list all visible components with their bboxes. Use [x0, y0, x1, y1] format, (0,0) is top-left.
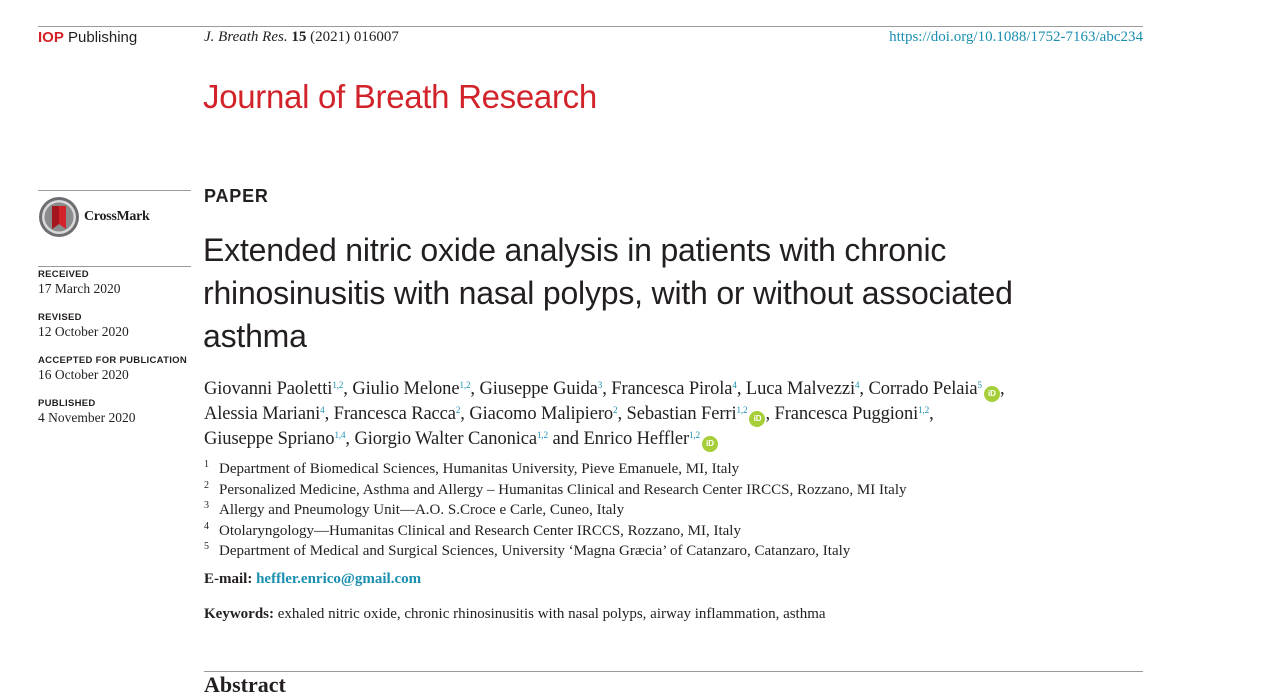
publishing-text: Publishing	[68, 29, 138, 46]
history-heading: PUBLISHED	[38, 398, 96, 409]
affiliation-text: Otolaryngology—Humanitas Clinical and Research Center IRCCS, Rozzano, MI, Italy	[219, 522, 741, 539]
crossmark-label: CrossMark	[84, 209, 150, 224]
author-separator: ,	[470, 379, 480, 399]
orcid-icon[interactable]: iD	[702, 436, 718, 452]
keywords-label: Keywords:	[204, 606, 274, 622]
author-name[interactable]: Luca Malvezzi	[745, 379, 856, 399]
iop-logo-text: IOP	[38, 29, 64, 46]
affiliation-text: Personalized Medicine, Asthma and Allergy – Humanitas Clinical and Research Center IRCCS, Rozzano, MI Italy	[219, 481, 907, 498]
author-name[interactable]: Giorgio Walter Canonica	[354, 429, 538, 449]
history-revised	[38, 312, 129, 340]
author-affiliation[interactable]: 2	[613, 405, 618, 415]
author-affiliation[interactable]: 1,2	[689, 430, 700, 440]
author-affiliation[interactable]: 1,2	[537, 430, 548, 440]
author-separator: ,	[736, 379, 746, 399]
author-affiliation[interactable]: 1,2	[459, 380, 471, 390]
author-separator: ,	[765, 404, 775, 424]
author-affiliation[interactable]: 1,2	[918, 405, 930, 415]
crossmark-badge[interactable]	[38, 196, 149, 238]
history-date: 17 March 2020	[38, 281, 121, 296]
author-name[interactable]: Sebastian Ferri	[626, 404, 737, 424]
affiliation-text: Department of Medical and Surgical Sciences, University ‘Magna Græcia’ of Catanzaro, Catanzaro, Italy	[219, 543, 851, 559]
history-received	[38, 269, 120, 297]
affiliation-item	[204, 521, 907, 542]
journal-title[interactable]: Journal of Breath Research	[203, 78, 597, 115]
affiliation-number: 3	[204, 500, 209, 511]
keywords-line	[204, 606, 826, 623]
author-name[interactable]: Giovanni Paoletti	[204, 379, 333, 399]
author-separator: ,	[343, 379, 353, 399]
affiliation-number: 2	[204, 479, 209, 491]
affiliation-number: 1	[204, 459, 209, 470]
author-separator: ,	[602, 379, 612, 399]
history-date: 16 October 2020	[38, 367, 129, 382]
author-separator: ,	[324, 404, 334, 424]
email-link[interactable]: heffler.enrico@gmail.com	[256, 571, 422, 587]
abstract-heading: Abstract	[204, 672, 286, 697]
author-name[interactable]: Giuseppe Guida	[479, 379, 598, 399]
author-name[interactable]: Giulio Melone	[352, 379, 460, 399]
history-heading: REVISED	[38, 312, 82, 323]
orcid-icon[interactable]: iD	[984, 386, 1000, 402]
author-separator: ,	[460, 404, 470, 424]
author-affiliation[interactable]: 4	[320, 405, 325, 415]
citation-volume: 15	[291, 29, 307, 45]
orcid-icon[interactable]: iD	[749, 411, 765, 427]
article-title: Extended nitric oxide analysis in patients with chronic rhinosinusitis with nasal polyps, with or without associated asthma	[203, 232, 1013, 354]
email-line	[204, 571, 421, 588]
author-name[interactable]: Francesca Pirola	[611, 379, 733, 399]
abstract-rule	[204, 671, 1143, 672]
author-separator: ,	[345, 429, 355, 449]
citation	[204, 29, 399, 46]
affiliation-item	[204, 480, 907, 501]
history-heading: RECEIVED	[38, 269, 89, 280]
author-name[interactable]: Francesca Racca	[333, 404, 456, 424]
affiliation-number: 5	[204, 541, 209, 552]
citation-rest: (2021) 016007	[310, 29, 399, 45]
author-affiliation[interactable]: 1,2	[332, 380, 344, 390]
history-heading: ACCEPTED FOR PUBLICATION	[38, 355, 187, 366]
affiliation-item	[204, 541, 907, 562]
author-separator: ,	[929, 404, 934, 424]
affiliation-number: 4	[204, 520, 209, 532]
author-separator: ,	[859, 379, 869, 399]
history-accepted	[38, 355, 187, 383]
author-affiliation[interactable]: 3	[597, 380, 603, 390]
author-affiliation[interactable]: 4	[855, 380, 860, 390]
affiliation-item	[204, 500, 907, 521]
doi-link[interactable]: https://doi.org/10.1088/1752-7163/abc234	[889, 29, 1143, 45]
author-affiliation[interactable]: 4	[732, 380, 737, 390]
affiliation-list	[204, 459, 907, 562]
keywords-text: exhaled nitric oxide, chronic rhinosinusitis with nasal polyps, airway inflammation, asthma	[277, 606, 826, 622]
sidebar-rule-top	[38, 190, 191, 191]
author-list	[204, 377, 1154, 452]
author-affiliation[interactable]: 1,2	[736, 405, 748, 415]
affiliation-item	[204, 459, 907, 480]
history-published	[38, 398, 135, 426]
affiliation-text: Allergy and Pneumology Unit—A.O. S.Croce e Carle, Cuneo, Italy	[219, 502, 625, 518]
author-separator: ,	[617, 404, 627, 424]
sidebar-rule-bottom	[38, 266, 191, 267]
affiliation-text: Department of Biomedical Sciences, Humanitas University, Pieve Emanuele, MI, Italy	[219, 461, 740, 477]
email-label: E-mail:	[204, 571, 253, 587]
author-name[interactable]: Alessia Mariani	[204, 404, 321, 424]
author-affiliation[interactable]: 5	[977, 380, 982, 390]
author-separator: ,	[999, 379, 1005, 399]
author-name[interactable]: Enrico Heffler	[583, 429, 690, 449]
article-type: PAPER	[204, 186, 269, 206]
author-affiliation[interactable]: 1,4	[334, 430, 346, 440]
crossmark-icon	[38, 196, 80, 238]
author-name[interactable]: Corrado Pelaia	[868, 379, 978, 399]
history-date: 4 November 2020	[38, 410, 136, 425]
header-rule	[38, 26, 1143, 27]
iop-publishing-logo[interactable]	[38, 29, 137, 46]
author-name[interactable]: Francesca Puggioni	[774, 404, 919, 424]
author-separator: and	[547, 429, 584, 449]
author-name[interactable]: Giacomo Malipiero	[469, 404, 614, 424]
citation-journal: J. Breath Res.	[204, 29, 288, 45]
author-affiliation[interactable]: 2	[455, 405, 461, 415]
history-date: 12 October 2020	[38, 324, 129, 339]
author-name[interactable]: Giuseppe Spriano	[204, 429, 335, 449]
